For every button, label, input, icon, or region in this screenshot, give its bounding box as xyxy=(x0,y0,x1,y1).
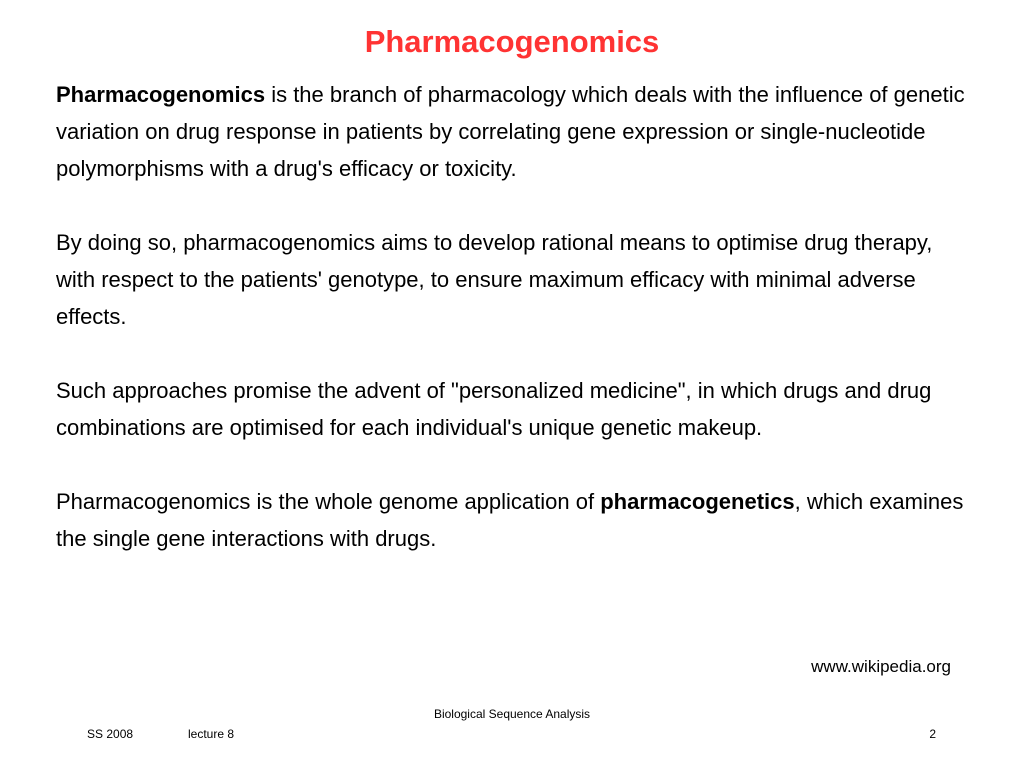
paragraph-definition xyxy=(56,76,976,187)
paragraph-definition-text: is the branch of pharmacology which deals with the influence of genetic variation on drug response in patients by correlating gene expression or single-nucleotide polymorphisms with a drug's efficacy or toxicity. xyxy=(56,82,965,181)
source-link[interactable]: www.wikipedia.org xyxy=(811,657,951,676)
paragraph-pharmacogenetics-text-before: Pharmacogenomics is the whole genome application of xyxy=(56,489,601,514)
footer-page-number: 2 xyxy=(929,727,936,741)
paragraph-pharmacogenetics xyxy=(56,483,976,557)
slide-title: Pharmacogenomics xyxy=(364,24,660,59)
footer-lecture: lecture 8 xyxy=(188,727,235,741)
term-pharmacogenomics: Pharmacogenomics xyxy=(56,82,266,107)
term-pharmacogenetics: pharmacogenetics xyxy=(600,489,795,514)
paragraph-personalized-medicine: Such approaches promise the advent of "personalized medicine", in which drugs and drug combinations are optimised for each individual's unique genetic makeup. xyxy=(56,378,932,440)
paragraph-aims: By doing so, pharmacogenomics aims to develop rational means to optimise drug therapy, with respect to the patients' genotype, to ensure maximum efficacy with minimal adverse effects. xyxy=(56,230,933,329)
footer-semester: SS 2008 xyxy=(87,727,134,741)
slide-body xyxy=(56,76,976,557)
footer-course-title: Biological Sequence Analysis xyxy=(433,707,591,721)
paragraph-pharmacogenetics-text-after: , which examines the single gene interactions with drugs. xyxy=(56,489,964,551)
